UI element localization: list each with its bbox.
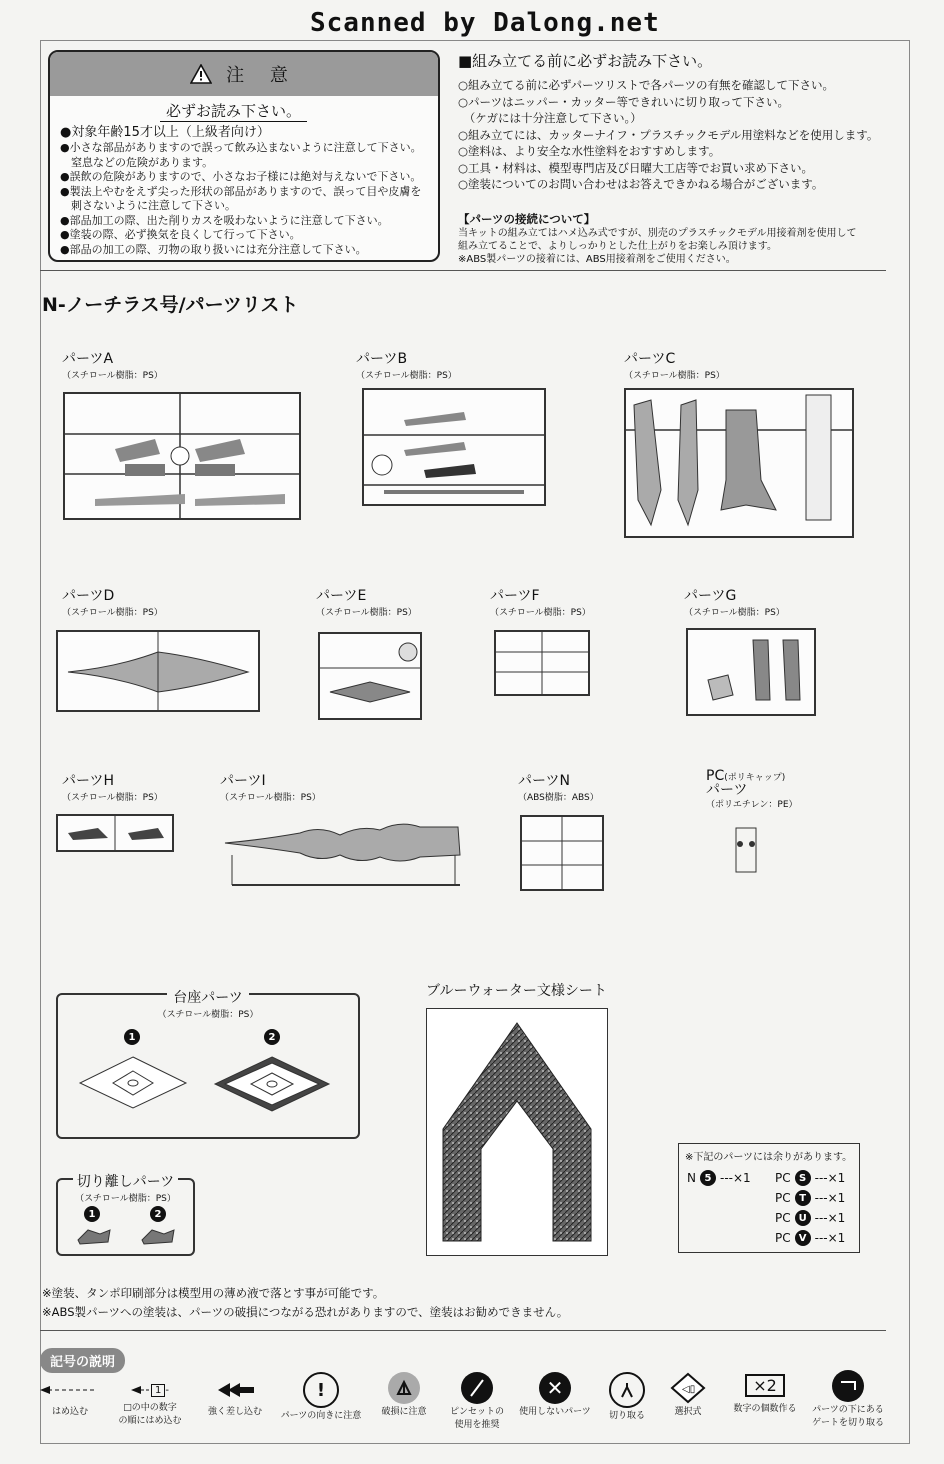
sprue-a-header [62,348,163,381]
exclamation-icon: ! [303,1372,339,1408]
legend-label: □の中の数字 [123,1403,177,1413]
tweezers-icon [461,1372,493,1404]
sprue-f-drawing [496,632,588,694]
nipper-icon [609,1372,645,1408]
sprue-b [362,388,546,506]
cut-material: （スチロール樹脂：PS） [75,1194,176,1204]
note-line: ※ABS製パーツへの塗装は、パーツの破損につながる恐れがありますので、塗装はお勧めできません。 [42,1305,569,1319]
legend-label: 選択式 [674,1407,702,1417]
before-assembly [458,50,898,266]
sprue-i-label: パーツI [220,773,266,789]
caution-line: ●誤飲の危険がありますので、小さなお子様には絶対与えないで下さい。 [60,170,422,183]
before-line: ○塗装についてのお問い合わせはお答えできかねる場合がございます。 [458,177,824,191]
sprue-h-label: パーツH [62,773,114,789]
sheet-pattern [427,1009,607,1255]
spare-row-pc: PC T ---×1 [775,1191,846,1205]
sprue-d-drawing [58,632,258,710]
legend-label: 破損に注意 [381,1407,427,1417]
legend-label: ピンセットの [449,1407,504,1417]
before-line: （ケガには十分注意して下さい。） [458,111,642,125]
stand-label: 台座パーツ [167,990,248,1006]
note-line: ※塗装、タンポ印刷部分は模型用の薄め液で落とす事が可能です。 [42,1286,385,1300]
sprue-i [220,815,465,890]
joint-line: 組み立てることで、よりしっかりとした仕上がりをお楽しみ頂けます。 [458,240,777,252]
watermark: Scanned by Dalong.net [310,8,660,38]
before-line: ○工具・材料は、模型専門店及び日曜大工店等でお買い求め下さい。 [458,160,814,175]
spare-row-pc: PC V ---×1 [775,1231,846,1245]
sprue-g-drawing [688,630,814,714]
before-line: ○組み立てる前に必ずパーツリストで各パーツの有無を確認して下さい。 [458,78,834,92]
cut-label: 切り離しパーツ [73,1174,178,1190]
cut-part-1 [74,1226,114,1246]
before-line: ○パーツはニッパー・カッター等できれいに切り取って下さい。 [458,94,789,109]
sprue-pc-drawing [728,826,764,878]
caution-line: ●部品の加工の際、刃物の取り扱いには充分注意して下さい。 [60,242,367,256]
sprue-e-header [316,585,417,618]
legend-row [40,1376,886,1430]
before-title: ■組み立てる前に必ずお読み下さい。 [458,52,713,70]
caution-box [48,50,440,262]
arrow-dashed-icon [40,1380,100,1400]
cut-box [56,1174,195,1256]
sprue-n [520,815,604,891]
parts-title: N-ノーチラス号/パーツリスト [42,294,299,316]
select-icon [670,1372,706,1404]
legend-item-insert [40,1380,100,1417]
legend-item-count [730,1374,800,1414]
sprue-h-header [62,770,163,803]
cut-part-2 [138,1226,178,1246]
sprue-n-label: パーツN [518,773,570,789]
arrow-icon [131,1383,151,1397]
sprue-g [686,628,816,716]
legend-item-breakage [370,1372,438,1417]
stand-material: （スチロール樹脂：PS） [157,1010,259,1020]
legend-label: パーツの向きに注意 [280,1411,362,1421]
legend-label: の順にはめ込む [118,1416,182,1426]
caution-title: 注 意 [226,65,298,86]
order-box: 1 [151,1384,165,1397]
spare-row-pc: PC U ---×1 [775,1211,846,1225]
legend-label: パーツの下にある [812,1405,884,1415]
sprue-i-drawing [220,815,465,890]
sprue-b-label: パーツB [356,351,408,367]
sprue-pc-header [706,768,798,810]
divider [40,270,886,271]
legend-label: 数字の個数作る [733,1404,797,1414]
sprue-n-header [518,770,599,803]
must-read-label: 必ずお読み下さい。 [160,100,307,122]
times-box: ×2 [745,1374,785,1397]
sprue-b-material: （スチロール樹脂：PS） [356,371,457,381]
sprue-g-label: パーツG [684,588,737,604]
legend-label: 切り取る [608,1411,645,1421]
cut-header [58,1171,193,1204]
before-line: ○塗料は、より安全な水性塗料をおすすめします。 [458,144,721,158]
caution-line: ●塗装の際、必ず換気を良くして行って下さい。 [60,228,301,241]
legend-item-order: 1 - □の中の数字 の順にはめ込む [110,1380,190,1426]
sprue-i-material: （スチロール樹脂：PS） [220,793,321,803]
sprue-e-material: （スチロール樹脂：PS） [316,608,417,618]
stand-num-2: 2 [264,1029,280,1045]
legend-label: 強く差し込む [207,1407,262,1417]
stand-num-1: 1 [124,1029,140,1045]
sprue-a-material: （スチロール樹脂：PS） [62,371,163,381]
spare-box [678,1143,860,1253]
joint-title: 【パーツの接続について】 [458,211,596,226]
stand-part-1 [78,1055,188,1110]
sprue-d-header [62,585,163,618]
spare-row-pc: PC S ---×1 [775,1171,846,1185]
sprue-e [318,632,422,720]
sprue-c-material: （スチロール樹脂：PS） [624,371,725,381]
sprue-pc [728,826,764,878]
stand-box [56,990,360,1139]
sprue-f-header [490,585,591,618]
legend-item-select [660,1372,716,1417]
cross-icon: ✕ [539,1372,571,1404]
sprue-b-drawing [364,390,544,504]
legend-label: ゲートを切り取る [811,1418,884,1428]
sprue-n-material: （ABS樹脂：ABS） [518,793,599,803]
sprue-h [56,814,174,852]
legend-label: 使用を推奨 [454,1420,500,1430]
sprue-pc-material: （ポリエチレン：PE） [706,800,798,810]
sprue-c [624,388,854,538]
sprue-n-drawing [522,817,602,889]
sprue-c-header [624,348,725,381]
legend-label: 使用しないパーツ [519,1407,591,1417]
sheet-box [426,1008,608,1256]
double-arrow-icon [200,1380,270,1400]
sprue-d-material: （スチロール樹脂：PS） [62,608,163,618]
stand-header [58,987,358,1020]
divider [40,1330,886,1331]
breakage-icon [388,1372,420,1404]
caution-lines [60,124,435,257]
caution-line: ●部品加工の際、出た削りカスを吸わないように注意して下さい。 [60,213,389,227]
caution-line: ●対象年齢15才以上（上級者向け） [60,125,270,140]
legend-item-direction [278,1372,364,1421]
sprue-c-label: パーツC [624,351,676,367]
sprue-a-drawing [65,394,299,518]
sprue-i-header [220,770,321,803]
joint-line: 当キットの組み立てはハメ込み式ですが、別売のプラスチックモデル用接着剤を使用して [458,227,857,239]
sprue-h-material: （スチロール樹脂：PS） [62,793,163,803]
sprue-a [63,392,301,520]
sprue-a-label: パーツA [62,351,114,367]
sprue-f [494,630,590,696]
cut-num-1: 1 [84,1206,100,1222]
sprue-f-label: パーツF [490,588,540,604]
sprue-b-header [356,348,457,381]
sprue-d [56,630,260,712]
warning-icon [190,64,212,84]
legend-item-cut [602,1372,652,1421]
spare-row-n: N 5 ---×1 [687,1171,751,1185]
sprue-c-drawing [626,390,852,536]
joint-line: ※ABS製パーツの接着には、ABS用接着剤をご使用ください。 [458,253,736,265]
legend-item-push [200,1380,270,1417]
sprue-pc-label: PC(ポリキャップ) [706,768,786,784]
legend-item-gate [810,1370,886,1428]
svg-text:◁▯: ◁▯ [682,1384,696,1395]
sprue-g-material: （スチロール樹脂：PS） [684,608,785,618]
legend-item-tweezers [442,1372,512,1430]
caution-line: ●製法上やむをえず尖った形状の部品がありますので、誤って目や皮膚を [60,184,422,198]
sprue-g-header [684,585,785,618]
sprue-pc-label2: パーツ [706,782,748,798]
cut-num-2: 2 [150,1206,166,1222]
sprue-d-label: パーツD [62,588,115,604]
before-line: ○組み立てには、カッターナイフ・プラスチックモデル用塗料などを使用します。 [458,127,879,142]
legend-label: はめ込む [51,1407,88,1417]
sheet-label: ブルーウォーター文様シート [426,983,607,999]
gate-icon [832,1370,864,1402]
caution-line: 刺さないように注意して下さい。 [60,199,236,212]
legend-item-unused [516,1372,594,1417]
sprue-f-material: （スチロール樹脂：PS） [490,608,591,618]
caution-line: 窒息などの危険があります。 [60,155,214,169]
spare-title: ※下記のパーツには余りがあります。 [685,1152,853,1163]
caution-line: ●小さな部品がありますので誤って飲み込まないように注意して下さい。 [60,141,422,154]
notes [42,1284,568,1322]
sprue-e-drawing [320,634,420,718]
sprue-h-drawing [58,816,172,850]
stand-part-2 [213,1055,331,1113]
sprue-e-label: パーツE [316,588,367,604]
caution-header [50,52,438,96]
legend-title: 記号の説明 [40,1348,125,1373]
